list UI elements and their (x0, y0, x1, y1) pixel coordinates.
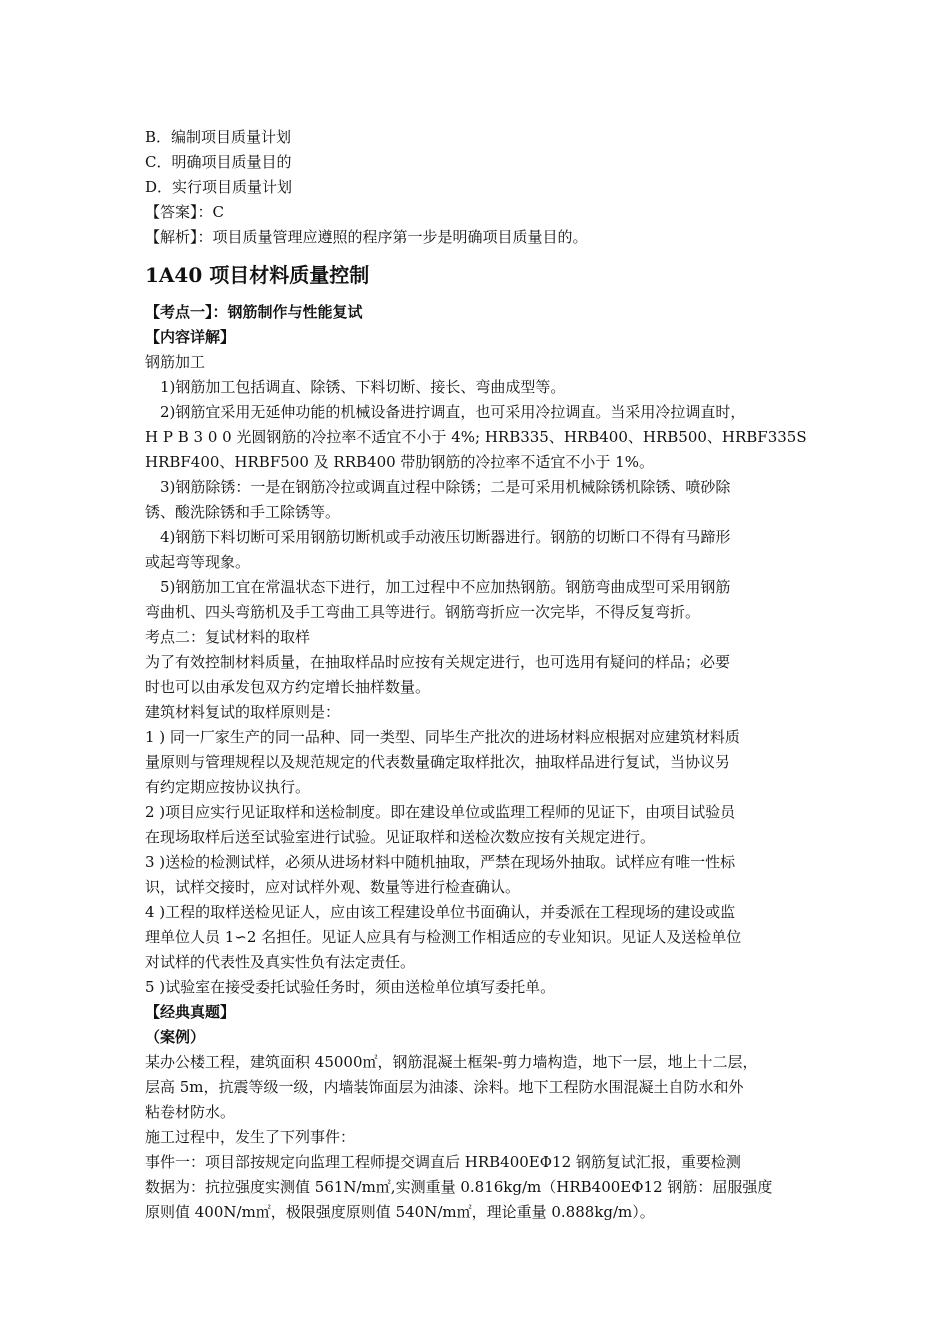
content-detail-label: 【内容详解】 (145, 328, 236, 346)
sampling-line: 对试样的代表性及真实性负有法定责任。 (145, 953, 416, 971)
case-line: 原则值 400N/m㎡，极限强度原则值 540N/m㎡，理论重量 0.888kg/m）。 (145, 1203, 655, 1221)
case-line: 事件一：项目部按规定向监理工程师提交调直后 HRB400EΦ12 钢筋复试汇报，重要检测 (145, 1153, 741, 1171)
case-line: 某办公楼工程，建筑面积 45000㎡，钢筋混凝土框架-剪力墙构造，地下一层，地上十二层， (145, 1053, 758, 1071)
case-label: （案例） (145, 1028, 206, 1046)
case-line: 施工过程中，发生了下列事件： (145, 1128, 356, 1146)
rebar-line: 3)钢筋除锈：一是在钢筋冷拉或调直过程中除锈；二是可采用机械除锈机除锈、喷砂除 (160, 478, 731, 496)
rebar-line: 4)钢筋下料切断可采用钢筋切断机或手动液压切断器进行。钢筋的切断口不得有马蹄形 (160, 528, 731, 546)
case-line: 数据为：抗拉强度实测值 561N/m㎡,实测重量 0.816kg/m（HRB400EΦ12 钢筋：屈服强度 (145, 1178, 773, 1196)
rebar-line: HRBF400、HRBF500 及 RRB400 带肋钢筋的冷拉率不适宜不小于 1%。 (145, 453, 654, 471)
rebar-heading: 钢筋加工 (145, 353, 206, 371)
rebar-line: 或起弯等现象。 (145, 553, 251, 571)
option-c: C．明确项目质量目的 (145, 153, 292, 171)
case-line: 粘卷材防水。 (145, 1103, 236, 1121)
rebar-line: 弯曲机、四头弯筋机及手工弯曲工具等进行。钢筋弯折应一次完毕，不得反复弯折。 (145, 603, 701, 621)
option-d: D．实行项目质量计划 (145, 178, 293, 196)
rebar-line: 1)钢筋加工包括调直、除锈、下料切断、接长、弯曲成型等。 (160, 378, 566, 396)
point1-title: 【考点一】：钢筋制作与性能复试 (145, 303, 363, 321)
sampling-line: 时也可以由承发包双方约定增长抽样数量。 (145, 678, 431, 696)
sampling-line: 1 ) 同一厂家生产的同一品种、同一类型、同毕生产批次的进场材料应根据对应建筑材料质 (145, 728, 740, 746)
analysis-line: 【解析】：项目质量管理应遵照的程序第一步是明确项目质量目的。 (145, 228, 588, 246)
sampling-line: 在现场取样后送至试验室进行试验。见证取样和送检次数应按有关规定进行。 (145, 828, 656, 846)
answer-line: 【答案】：C (145, 203, 224, 221)
sampling-line: 识，试样交接时，应对试样外观、数量等进行检查确认。 (145, 878, 521, 896)
classic-title: 【经典真题】 (145, 1003, 236, 1021)
sampling-line: 理单位人员 1∽2 名担任。见证人应具有与检测工作相适应的专业知识。见证人及送检单位 (145, 928, 742, 946)
case-line: 层高 5m，抗震等级一级，内墙装饰面层为油漆、涂料。地下工程防水围混凝土自防水和外 (145, 1078, 744, 1096)
option-b: B．编制项目质量计划 (145, 128, 292, 146)
sampling-line: 为了有效控制材料质量，在抽取样品时应按有关规定进行，也可选用有疑问的样品；必要 (145, 653, 731, 671)
sampling-line: 5 )试验室在接受委托试验任务时，须由送检单位填写委托单。 (145, 978, 556, 996)
rebar-line: 2)钢筋宜采用无延伸功能的机械设备进拧调直，也可采用冷拉调直。当采用冷拉调直时， (160, 403, 746, 421)
rebar-line: H P B 3 0 0 光圆钢筋的冷拉率不适宜不小于 4%; HRB335、HRB400、HRB500、HRBF335S (145, 428, 807, 446)
point2-title: 考点二：复试材料的取样 (145, 628, 311, 646)
sampling-line: 有约定期应按协议执行。 (145, 778, 311, 796)
sampling-line: 2 )项目应实行见证取样和送检制度。即在建设单位或监理工程师的见证下，由项目试验员 (145, 803, 736, 821)
rebar-line: 锈、酸洗除锈和手工除锈等。 (145, 503, 341, 521)
rebar-line: 5)钢筋加工宜在常温状态下进行，加工过程中不应加热钢筋。钢筋弯曲成型可采用钢筋 (160, 578, 731, 596)
sampling-line: 3 )送检的检测试样，必须从进场材料中随机抽取，严禁在现场外抽取。试样应有唯一性标 (145, 853, 736, 871)
sampling-line: 4 )工程的取样送检见证人，应由该工程建设单位书面确认，并委派在工程现场的建设或监 (145, 903, 736, 921)
section-title: 1A40 项目材料质量控制 (145, 263, 370, 287)
sampling-line: 量原则与管理规程以及规范规定的代表数量确定取样批次，抽取样品进行复试，当协议另 (145, 753, 731, 771)
sampling-line: 建筑材料复试的取样原则是： (145, 703, 341, 721)
